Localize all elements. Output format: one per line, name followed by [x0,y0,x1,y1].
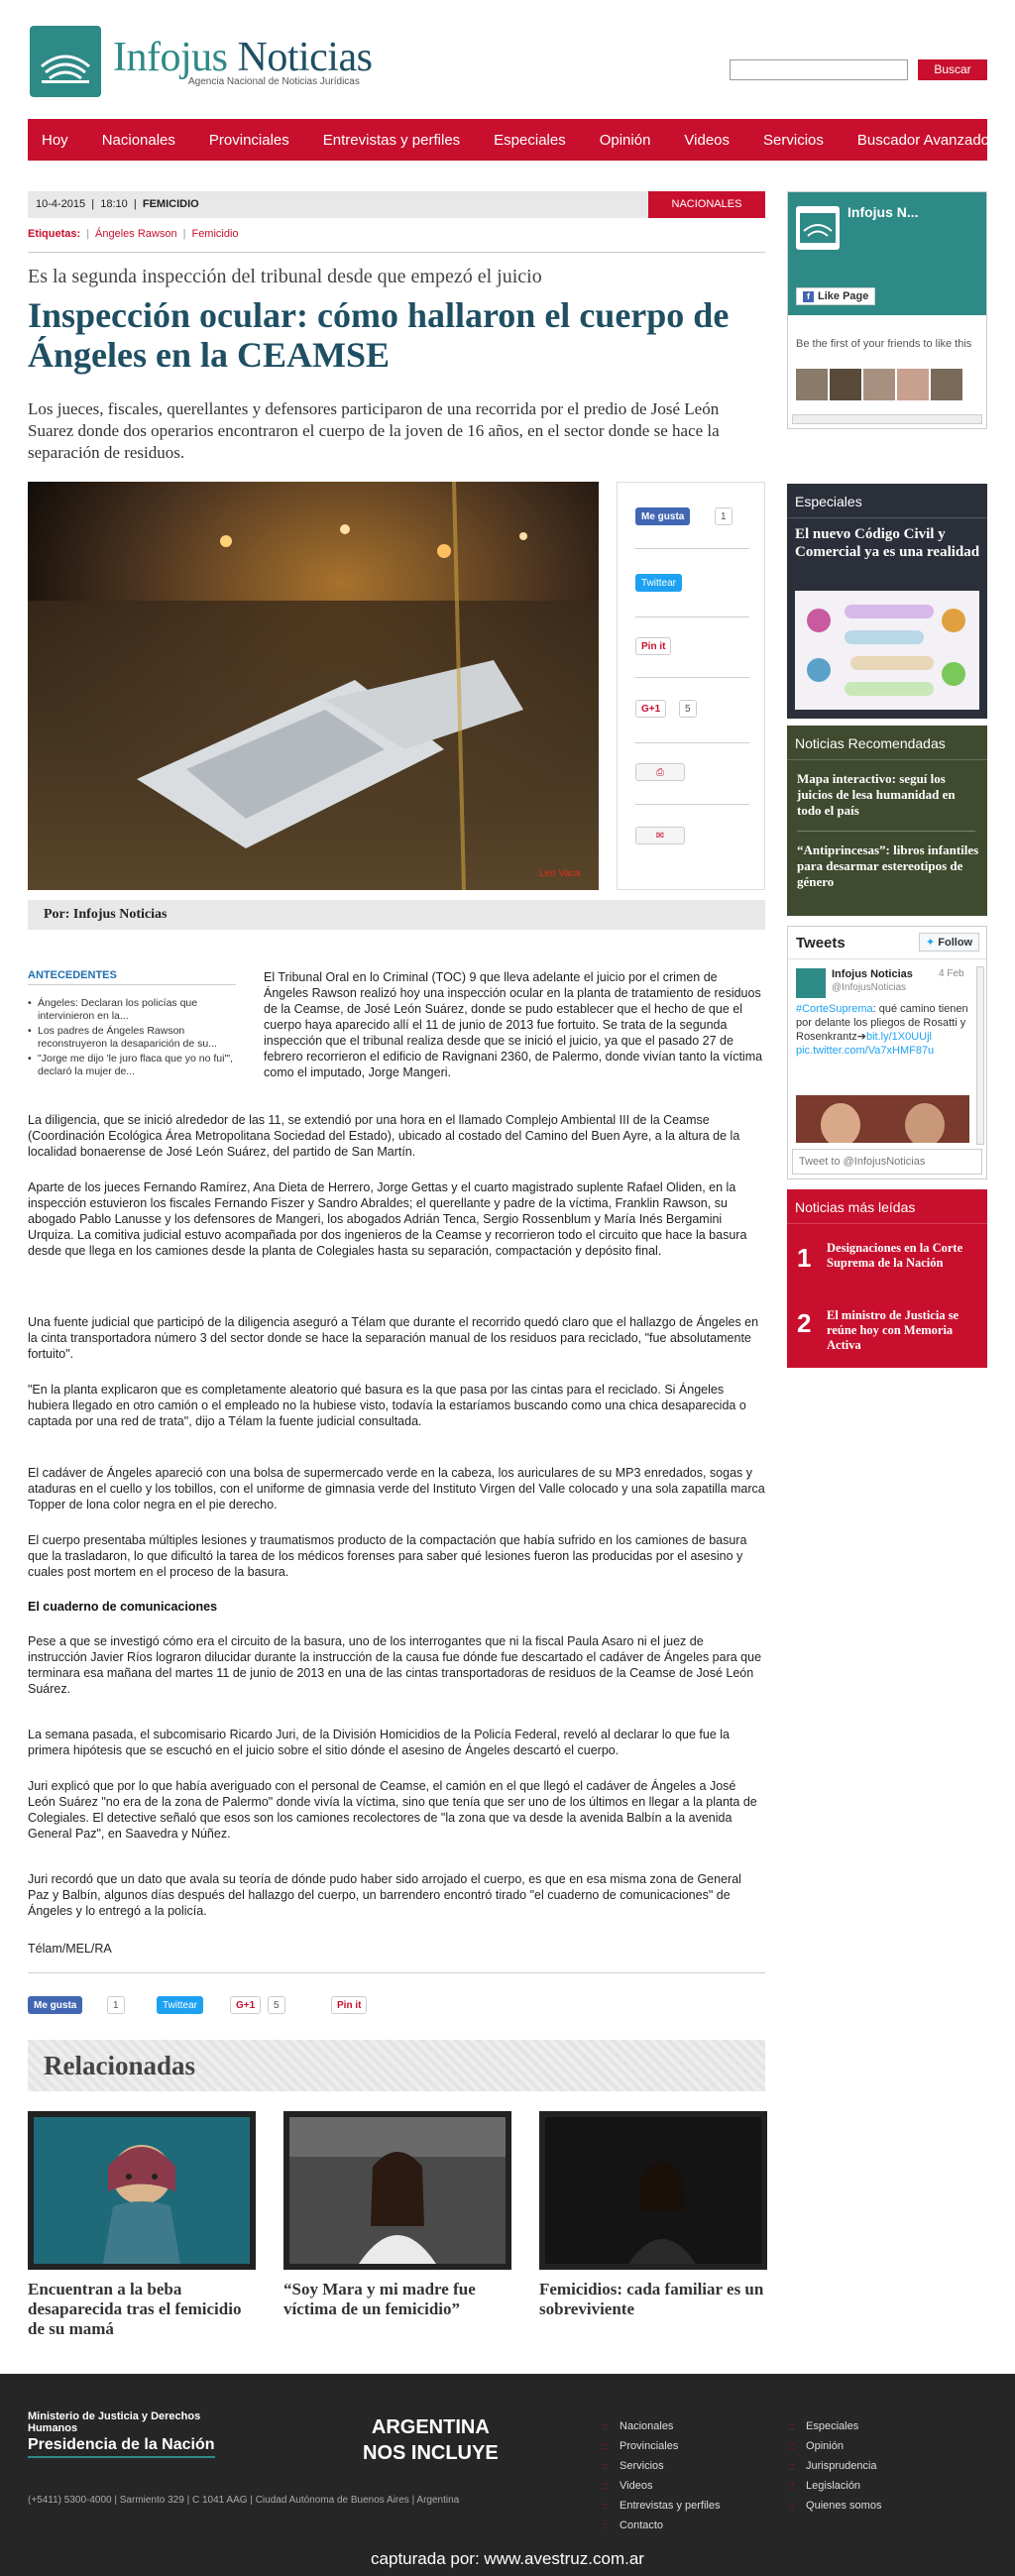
twitter-bird-icon: ✦ [926,937,936,949]
print-icon: ⎙ [656,766,664,778]
article-date: 10-4-2015 [36,198,86,210]
footer-argentina-logo: ARGENTINA NOS INCLUYE [363,2416,499,2464]
nav-item[interactable]: Videos [684,131,731,149]
fb-like-page-button[interactable]: f Like Page [796,287,875,305]
tweet-date: 4 Feb [939,968,964,979]
tweet-text: #CorteSuprema: qué camino tienen por delante los pliegos de Rosatti y Rosenkrantz➔bit.ly/1X0UUjl pic.twitter.com/Va7xHMF87u [796,1003,968,1057]
article-paragraph: La diligencia, que se inició alrededor de las 11, se extendió por una hora en el llamado Complejo Ambiental III de la Ceamse (Coordinación Ecológica Área Metropolitana Sociedad del Estado), ubicado al costado del Camino del Buen Ayre, a la altura de la localidad bonaerense de José León Suárez, del partido de San Martín. [28,1113,740,1159]
twitter-widget [787,926,987,1179]
nav-item[interactable]: Buscador Avanzado [856,131,990,149]
gplus-count: 5 [679,700,697,718]
tag-link[interactable]: Femicidio [191,228,239,240]
nav-item[interactable]: Nacionales [101,131,175,149]
footer-link[interactable]: :: Provinciales [603,2436,721,2456]
twitter-follow-button[interactable]: ✦ Follow [919,933,979,952]
footer-links-col1 [603,2416,721,2535]
related-image[interactable] [283,2111,511,2270]
article-byline: Por: Infojus Noticias [28,900,765,930]
footer-links-col2 [789,2416,881,2516]
article-signature: Télam/MEL/RA [28,1942,112,1956]
nav-item[interactable]: Opinión [599,131,651,149]
fb-page-name[interactable]: Infojus N... [847,204,919,220]
article-paragraph: Aparte de los jueces Fernando Ramírez, Ana Dieta de Herrero, Jorge Gettas y el cuarto magistrado suplente Rafael Oliden, en la inspección estuvieron los fiscales Fernando Fiszer y Sandro Abraldes; el querellante y padre de la víctima, Franklin Rawson, su abogado Pablo Lanusse y los defensores de Mangeri, los abogados Adrián Tenca, Sergio Rossenblum y María Inés Bergamini Urquiza. La comitiva judicial estuvo acompañada por dos ingenieros de la Ceamse y recorrieron todo el circuito que hace la basura desde que llega en los camiones desde la planta de Colegiales hasta su separación, compactación y depósito final. [28,1180,747,1258]
recomendadas-title: Noticias Recomendadas [787,726,987,760]
article-topic: FEMICIDIO [142,198,199,210]
especiales-image[interactable] [795,591,979,710]
book-icon [38,37,93,86]
fb-friends-avatars [796,369,962,400]
mas-leida-link[interactable]: Designaciones en la Corte Suprema de la Nación [827,1241,963,1270]
tweet-to-input[interactable]: Tweet to @InfojusNoticias [792,1149,982,1175]
facebook-icon: f [803,291,814,302]
facebook-like-button[interactable]: Me gusta [28,1996,82,2014]
related-image[interactable] [28,2111,256,2270]
article-kicker: Es la segunda inspección del tribunal desde que empezó el juicio [28,266,542,287]
site-subtitle: Agencia Nacional de Noticias Jurídicas [188,76,360,87]
email-icon: ✉ [655,830,665,841]
gplus-button[interactable]: G+1 [635,700,666,718]
antecedente-link[interactable]: • Ángeles: Declaran los policías que intervinieron en la... [28,997,236,1023]
divider [28,252,765,253]
footer-presidencia[interactable]: Presidencia de la Nación [28,2436,215,2458]
horizontal-scrollbar[interactable] [792,414,982,424]
article-paragraph: El Tribunal Oral en lo Criminal (TOC) 9 que lleva adelante el juicio por el crimen de Ángeles Rawson realizó hoy una inspección ocular en la planta de tratamiento de residuos de la Ceamse, de José León Suárez, donde se pudo establecer que el hecho de que el cuerpo haya aparecido allí el 11 de junio de 2013 fue fortuito. Se trata de la segunda inspección que el tribunal realiza desde que se inició el juicio, ya que el pasado 27 de febrero recorrieron el edificio de Ravignani 2360, de Palermo, donde vivían tanto la víctima como el imputado, Jorge Mangeri. [264,970,763,1079]
tweet-button[interactable]: Twittear [635,574,682,592]
tweet-media[interactable] [796,1095,969,1143]
article-paragraph: La semana pasada, el subcomisario Ricardo Juri, de la División Homicidios de la Policía Federal, reveló al declarar lo que fue la primera hipótesis que se escuchó en el juicio sobre el sitio dónde el asesino de Ángeles descartó el cuerpo. [28,1728,730,1757]
footer-link[interactable]: :: Contacto [603,2516,721,2535]
article-paragraph: Una fuente judicial que participó de la diligencia aseguró a Télam que durante el recorrido quedó claro que el hallazgo de Ángeles en la cinta transportadora número 3 del sector donde se hace la separación manual de los residuos para reciclado, "fue absolutamente fortuito". [28,1315,759,1361]
facebook-widget [787,191,987,429]
footer-link[interactable]: :: Nacionales [603,2416,721,2436]
capture-credit: capturada por: www.avestruz.com.ar [371,2549,644,2568]
pinterest-button[interactable]: Pin it [635,637,671,655]
facebook-like-button[interactable]: Me gusta [635,507,690,525]
vertical-scrollbar[interactable] [976,966,984,1145]
especiales-title: Especiales [787,484,987,518]
article-subheading: El cuaderno de comunicaciones [28,1600,218,1614]
footer-link[interactable]: :: Videos [603,2476,721,2496]
page-avatar [796,206,840,250]
like-count: 1 [107,1996,125,2014]
tag-link[interactable]: Ángeles Rawson [95,228,177,240]
antecedentes-title: ANTECEDENTES [28,969,117,981]
print-button[interactable] [635,763,685,781]
footer-link[interactable]: :: Servicios [603,2456,721,2476]
like-count: 1 [715,507,733,525]
article-meta: 10-4-2015 | 18:10 | FEMICIDIO [28,191,765,218]
nav-item[interactable]: Hoy [42,131,68,149]
gplus-button[interactable]: G+1 [230,1996,261,2014]
tweets-title: Tweets [796,935,846,952]
nav-item[interactable]: Especiales [494,131,566,149]
email-button[interactable] [635,827,685,844]
footer-link[interactable]: :: Especiales [789,2416,881,2436]
antecedente-link[interactable]: • "Jorge me dijo 'le juro flaca que yo no fui'", declaró la mujer de... [28,1053,236,1078]
recomendadas-box [787,726,987,916]
site-title[interactable]: Infojus Noticias [113,35,373,80]
antecedente-link[interactable]: • Los padres de Ángeles Rawson reconstruyeron la desaparición de su... [28,1025,236,1051]
tweet-avatar [796,968,826,998]
footer-address: (+5411) 5300-4000 | Sarmiento 329 | C 1041 AAG | Ciudad Autónoma de Buenos Aires | Argentina [28,2495,460,2506]
article-paragraph: Juri recordó que un dato que avala su teoría de dónde pudo haber sido arrojado el cuerpo, es que en esa misma zona de General Paz y Balbín, algunos días después del hallazgo del cuerpo, un barrendero encontró tirado "el cuaderno de comunicaciones" de Ángeles y lo entregó a la policía. [28,1872,741,1918]
related-link[interactable]: Femicidios: cada familiar es un sobreviviente [539,2280,764,2318]
tweet-button[interactable]: Twittear [157,1996,203,2014]
article-title: Inspección ocular: cómo hallaron el cuerpo de Ángeles en la CEAMSE [28,295,730,375]
section-badge[interactable]: NACIONALES [648,191,765,218]
fb-friends-text: Be the first of your friends to like this [796,338,972,350]
especiales-box [787,484,987,719]
related-link[interactable]: “Soy Mara y mi madre fue víctima de un femicidio” [283,2280,476,2318]
footer-ministerio: Ministerio de Justicia y Derechos Humanos [28,2410,201,2434]
rank-number: 2 [797,1308,812,1338]
footer-link[interactable]: :: Quienes somos [789,2496,881,2516]
gplus-count: 5 [268,1996,285,2014]
recomendada-link[interactable]: Mapa interactivo: seguí los juicios de lesa humanidad en todo el país [797,771,956,818]
share-column [617,482,765,890]
nav-item[interactable]: Provinciales [208,131,289,149]
search-button[interactable]: Buscar [918,59,987,80]
related-image[interactable] [539,2111,767,2270]
mas-leidas-title: Noticias más leídas [787,1189,987,1224]
article-paragraph: Pese a que se investigó cómo era el circuito de la basura, uno de los interrogantes que ni la fiscal Paula Asaro ni el juez de instrucción Javier Ríos lograron dilucidar durante la instrucción de la causa fue dónde fue descartado el cadáver de Ángeles para que terminara esa mañana del martes 11 de junio de 2013 en una de las cintas transportadoras de residuos de la Ceamse de José León Suárez. [28,1634,762,1696]
pinterest-button[interactable]: Pin it [331,1996,367,2014]
article-lede: Los jueces, fiscales, querellantes y defensores participaron de una recorrida por el predio de José León Suarez donde dos operarios encontraron el cuerpo de la joven de 16 años, en el sector donde se hace la separación de residuos. [28,399,720,462]
article-time: 18:10 [100,198,128,210]
footer-link[interactable]: :: Opinión [789,2436,881,2456]
article-paragraph: "En la planta explicaron que es completamente aleatorio qué basura es la que pasa por las cintas para el reciclado. Si Ángeles hubiera llegado en otro camión o el empleado no la hubiese visto, todavía la estaríamos buscando como una chica desaparecida o captada por una red de trata", dijo a Télam la fuente judicial consultada. [28,1383,746,1428]
footer-link[interactable]: :: Legislación [789,2476,881,2496]
article-photo [28,482,599,890]
antecedentes-list [28,997,236,1080]
article-paragraph: Juri explicó que por lo que había averiguado con el personal de Ceamse, el camión en el que llegó el cadáver de Ángeles a José León Suárez "no era de la zona de Palermo" donde vivía la víctima, sino que tenía que ser uno de los últimos en llegar a la planta de Colegiales. El detective señaló que esos son los camiones recolectores de "la zona que va desde la avenida Balbín a la avenida General Paz", en Saavedra y Núñez. [28,1779,757,1841]
rank-number: 1 [797,1243,812,1273]
related-link[interactable]: Encuentran a la beba desaparecida tras el femicidio de su mamá [28,2280,242,2338]
recomendada-link[interactable]: “Antiprincesas”: libros infantiles para desarmar estereotipos de género [797,842,979,889]
tweet-handle: @InfojusNoticias [832,982,907,993]
site-logo[interactable] [30,26,101,97]
tags-row: Etiquetas: | Ángeles Rawson | Femicidio [28,228,239,240]
main-nav [28,119,990,161]
nav-item[interactable]: Entrevistas y perfiles [322,131,461,149]
mas-leida-link[interactable]: El ministro de Justicia se reúne hoy con Memoria Activa [827,1308,959,1352]
article-paragraph: El cadáver de Ángeles apareció con una bolsa de supermercado verde en la cabeza, los auriculares de su MP3 enredados, sogas y ataduras en el cuello y los tobillos, con el uniforme de gimnasia verde del Instituto Virgen del Valle colocado y una sola zapatilla marca Topper de lona color negra en el pie derecho. [28,1466,765,1512]
photo-credit: Leo Vaca [539,868,581,879]
mas-leidas-box [787,1189,987,1368]
footer-link[interactable]: :: Entrevistas y perfiles [603,2496,721,2516]
footer-link[interactable]: :: Jurisprudencia [789,2456,881,2476]
search-input[interactable] [730,59,908,80]
tweet-author[interactable]: Infojus Noticias [832,968,913,980]
especiales-headline[interactable]: El nuevo Código Civil y Comercial ya es una realidad [795,526,980,560]
article-paragraph: El cuerpo presentaba múltiples lesiones y traumatismos producto de la compactación que había sufrido en los camiones de basura que la trasladaron, lo que dificultó la tarea de los médicos forenses para saber qué lesiones fueron las producidas por el asesino y cuales post mortem en el proceso de la basura. [28,1533,747,1579]
nav-item[interactable]: Servicios [763,131,824,149]
related-title: Relacionadas [28,2040,765,2091]
